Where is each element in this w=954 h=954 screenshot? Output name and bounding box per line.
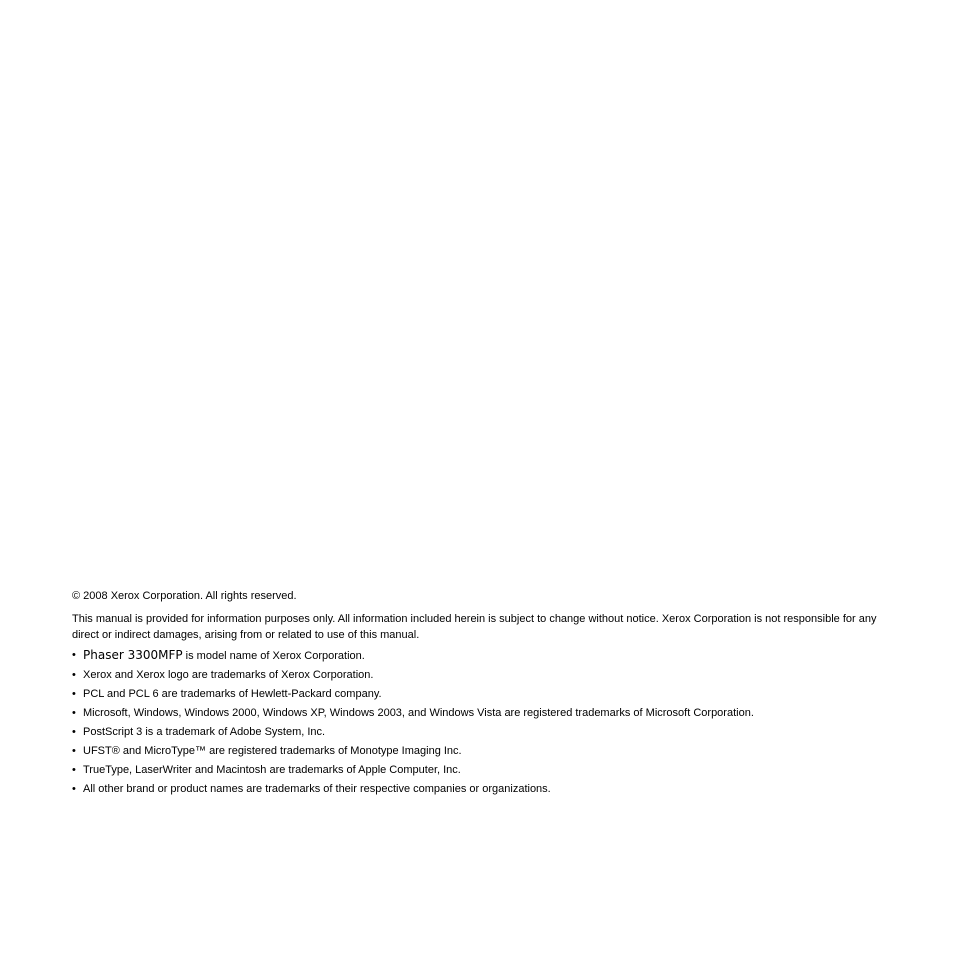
bullet-icon: • (72, 688, 76, 700)
bullet-icon: • (72, 764, 76, 776)
trademark-text: UFST® and MicroType™ are registered trademarks of Monotype Imaging Inc. (83, 745, 462, 757)
trademark-text: Microsoft, Windows, Windows 2000, Windows XP, Windows 2003, and Windows Vista are registered trademarks of Microsoft Corporation. (83, 707, 754, 719)
trademark-text: PCL and PCL 6 are trademarks of Hewlett-Packard company. (83, 688, 382, 700)
model-suffix: is model name of Xerox Corporation. (182, 650, 365, 662)
disclaimer-paragraph: This manual is provided for information purposes only. All information included herein is subject to change without notice. Xerox Corporation is not responsible for any direct or indirect damages, arising from or related to use of this manual. (72, 613, 877, 641)
bullet-icon: • (72, 649, 76, 661)
trademark-item (72, 781, 884, 797)
trademark-item (72, 762, 884, 778)
bullet-icon: • (72, 745, 76, 757)
trademark-text: TrueType, LaserWriter and Macintosh are trademarks of Apple Computer, Inc. (83, 764, 461, 776)
trademark-item (72, 705, 884, 721)
bullet-icon: • (72, 707, 76, 719)
model-name: Phaser 3300MFP (83, 648, 183, 662)
legal-notice (72, 588, 884, 800)
trademark-text: All other brand or product names are trademarks of their respective companies or organizations. (83, 783, 551, 795)
trademark-item-model (72, 647, 884, 664)
trademark-item (72, 667, 884, 683)
bullet-icon: • (72, 669, 76, 681)
bullet-icon: • (72, 783, 76, 795)
trademark-text: Xerox and Xerox logo are trademarks of Xerox Corporation. (83, 669, 374, 681)
bullet-icon: • (72, 726, 76, 738)
trademark-list (72, 647, 884, 797)
trademark-item (72, 686, 884, 702)
trademark-item (72, 743, 884, 759)
copyright-line: © 2008 Xerox Corporation. All rights reserved. (72, 590, 297, 602)
trademark-item (72, 724, 884, 740)
trademark-text: PostScript 3 is a trademark of Adobe System, Inc. (83, 726, 326, 738)
